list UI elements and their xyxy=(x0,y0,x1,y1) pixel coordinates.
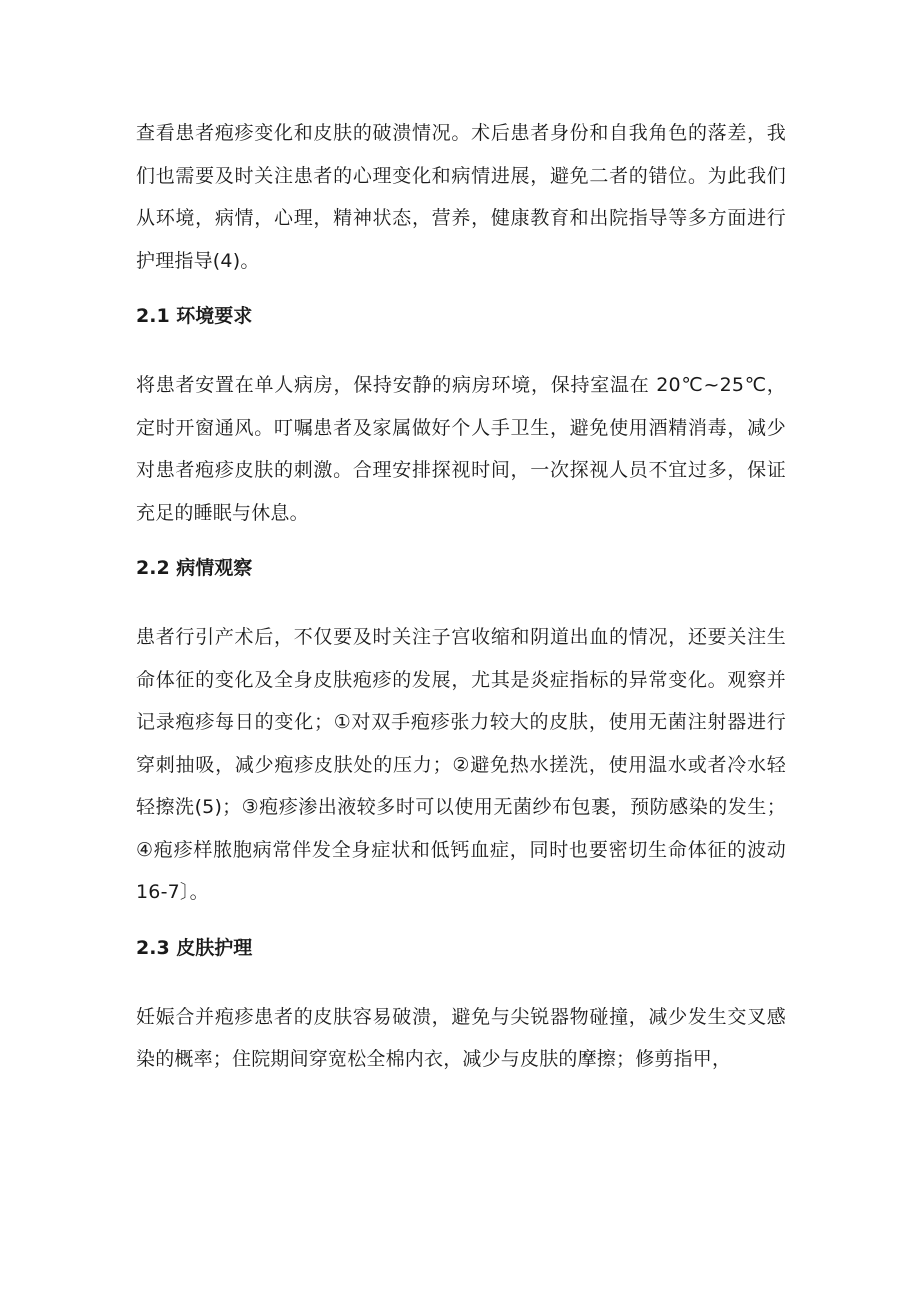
intro-paragraph: 查看患者疱疹变化和皮肤的破溃情况。术后患者身份和自我角色的落差，我们也需要及时关注患者的心理变化和病情进展，避免二者的错位。为此我们从环境，病情，心理，精神状态，营养，健康教育和出院指导等多方面进行护理指导(4)。 xyxy=(136,122,786,272)
section-body-2-3: 妊娠合并疱疹患者的皮肤容易破溃，避免与尖锐器物碰撞，减少发生交叉感染的概率；住院期间穿宽松全棉内衣，减少与皮肤的摩擦；修剪指甲， xyxy=(136,1005,786,1070)
section-body-2-2: 患者行引产术后，不仅要及时关注子宫收缩和阴道出血的情况，还要关注生命体征的变化及全身皮肤疱疹的发展，尤其是炎症指标的异常变化。观察并记录疱疹每日的变化；①对双手疱疹张力较大的皮肤，使用无菌注射器进行穿刺抽吸，减少疱疹皮肤处的压力；②避免热水搓洗，使用温水或者冷水轻轻擦洗(5)；③疱疹渗出液较多时可以使用无菌纱布包裹，预防感染的发生；④疱疹样脓胞病常伴发全身症状和低钙血症，同时也要密切生命体征的波动 16-7〕。 xyxy=(136,626,786,903)
section-body-2-1: 将患者安置在单人病房，保持安静的病房环境，保持室温在 20℃~25℃，定时开窗通风。叮嘱患者及家属做好个人手卫生，避免使用酒精消毒，减少对患者疱疹皮肤的刺激。合理安排探视时间，一次探视人员不宜过多，保证充足的睡眠与休息。 xyxy=(136,374,786,524)
section-heading-2-3: 2.3 皮肤护理 xyxy=(136,936,253,959)
section-heading-2-2: 2.2 病情观察 xyxy=(136,557,253,579)
section-heading-2-1: 2.1 环境要求 xyxy=(136,305,253,327)
document-body xyxy=(136,112,786,1081)
